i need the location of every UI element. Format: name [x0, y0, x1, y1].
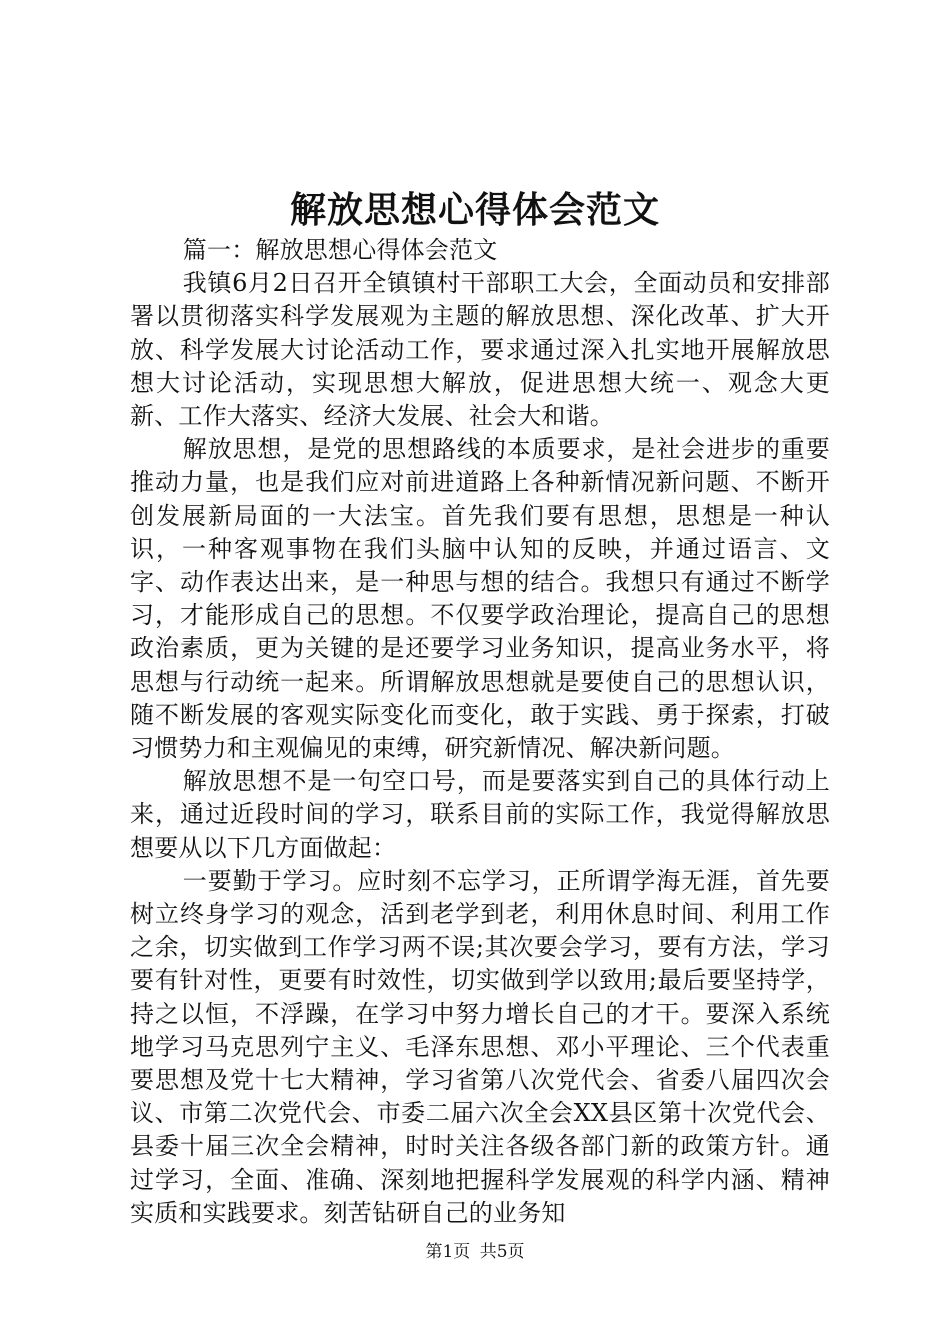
page-total: 共5页 — [479, 1242, 525, 1262]
document-title: 解放思想心得体会范文 — [289, 189, 660, 231]
page-footer — [0, 1241, 950, 1263]
paragraph: 解放思想，是党的思想路线的本质要求，是社会进步的重要推动力量，也是我们应对前进道路上各种新情况新问题、不断开创发展新局面的一大法宝。首先我们要有思想，思想是一种认识，一种客观事物在我们头脑中认知的反映，并通过语言、文字、动作表达出来，是一种思与想的结合。我想只有通过不断学习，才能形成自己的思想。不仅要学政治理论，提高自己的思想政治素质，更为关键的是还要学习业务知识，提高业务水平，将思想与行动统一起来。所谓解放思想就是要使自己的思想认识，随不断发展的客观实际变化而变化，敢于实践、勇于探索，打破习惯势力和主观偏见的束缚，研究新情况、解决新问题。 — [130, 435, 830, 763]
paragraph: 解放思想不是一句空口号，而是要落实到自己的具体行动上来，通过近段时间的学习，联系目前的实际工作，我觉得解放思想要从以下几方面做起： — [130, 767, 830, 862]
paragraph: 我镇6月2日召开全镇镇村干部职工大会，全面动员和安排部署以贯彻落实科学发展观为主题的解放思想、深化改革、扩大开放、科学发展大讨论活动工作，要求通过深入扎实地开展解放思想大讨论活动，实现思想大解放，促进思想大统一、观念大更新、工作大落实、经济大发展、社会大和谐。 — [130, 269, 830, 431]
page-number: 第1页 — [425, 1242, 471, 1262]
paragraph-heading: 篇一：解放思想心得体会范文 — [182, 236, 498, 264]
paragraph: 一要勤于学习。应时刻不忘学习，正所谓学海无涯，首先要树立终身学习的观念，活到老学到老，利用休息时间、利用工作之余，切实做到工作学习两不误;其次要会学习，要有方法，学习要有针对性，更要有时效性，切实做到学以致用;最后要坚持学，持之以恒，不浮躁，在学习中努力增长自己的才干。要深入系统地学习马克思列宁主义、毛泽东思想、邓小平理论、三个代表重要思想及党十七大精神，学习省第八次党代会、省委八届四次会议、市第二次党代会、市委二届六次全会XX县区第十次党代会、县委十届三次全会精神，时时关注各级各部门新的政策方针。通过学习，全面、准确、深刻地把握科学发展观的科学内涵、精神实质和实践要求。刻苦钻研自己的业务知 — [130, 866, 830, 1227]
document-body — [130, 234, 830, 1230]
